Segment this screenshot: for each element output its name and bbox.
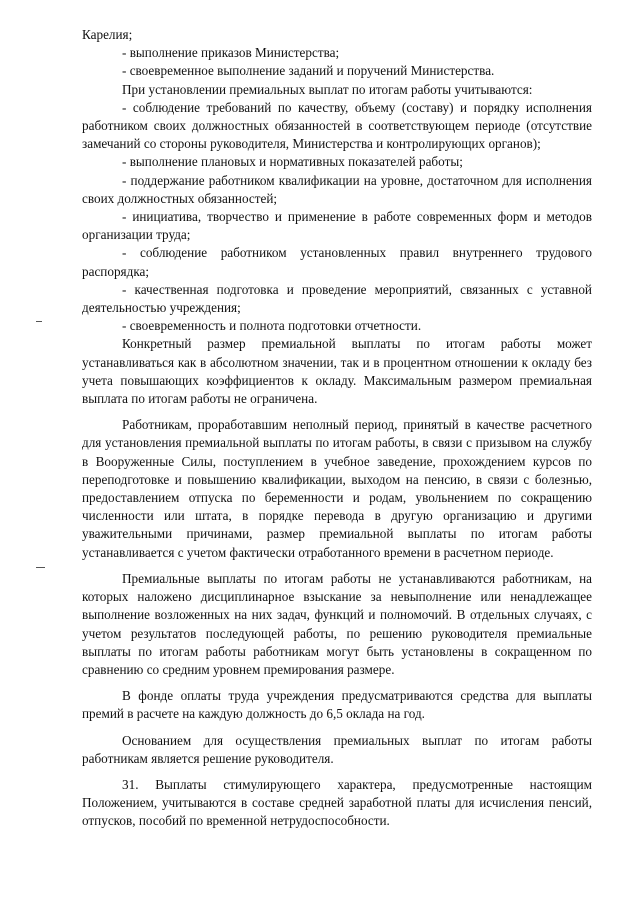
margin-scan-mark-upper — [36, 321, 42, 322]
list-item: - инициатива, творчество и применение в работе современных форм и методов организации труда; — [82, 209, 592, 243]
paragraph-intro: При установлении премиальных выплат по итогам работы учитываются: — [122, 81, 533, 97]
paragraph-continuation: Карелия; — [82, 27, 133, 42]
list-item: - соблюдение требований по качеству, объему (составу) и порядку исполнения работником своих должностных обязанностей в соответствующем периоде (отсутствие замечаний со стороны руководителя, Министерства и контролирующих органов); — [82, 99, 592, 152]
list-item: - своевременность и полнота подготовки отчетности. — [122, 318, 422, 334]
margin-scan-mark-lower — [36, 567, 45, 568]
paragraph: Основанием для осуществления премиальных выплат по итогам работы работникам является решение руководителя. — [82, 732, 592, 766]
paragraph: Работникам, проработавшим неполный период, принятый в качестве расчетного для установления премиальной выплаты по итогам работы, в связи с призывом на службу в Вооруженные Силы, поступлением в учебное заведение, прохождением курсов по переподготовке и повышению квалификации, выходом на пенсию, в связи с болезнью, предоставлением отпуска по беременности и родам, увольнением по сокращению численности или штата, в порядке перевода в другую организацию и другими уважительными причинами, размер премиальной выплаты по итогам работы устанавливается с учетом фактически отработанного времени в расчетном периоде. — [82, 417, 592, 560]
list-item: - качественная подготовка и проведение мероприятий, связанных с уставной деятельностью учреждения; — [82, 281, 592, 316]
list-item: - своевременное выполнение заданий и поручений Министерства. — [122, 63, 495, 79]
list-item: - выполнение приказов Министерства; — [122, 45, 340, 61]
list-item: - соблюдение работником установленных правил внутреннего трудового распорядка; — [82, 245, 592, 279]
paragraph-numbered: 31. Выплаты стимулирующего характера, предусмотренные настоящим Положением, учитываются в составе средней заработной платы для исчисления пенсий, отпусков, пособий по временной нетрудоспособности. — [82, 776, 592, 829]
paragraph: Конкретный размер премиальной выплаты по итогам работы может устанавливаться как в абсолютном значении, так и в процентном отношении к окладу без учета повышающих коэффициентов к окладу. Максимальным размером премиальная выплата по итогам работы не ограничена. — [82, 336, 592, 407]
list-item: - поддержание работником квалификации на уровне, достаточном для исполнения своих должностных обязанностей; — [82, 172, 592, 206]
paragraph: В фонде оплаты труда учреждения предусматриваются средства для выплаты премий в расчете на каждую должность до 6,5 оклада на год. — [82, 688, 592, 722]
document-page — [82, 26, 592, 831]
paragraph: Премиальные выплаты по итогам работы не устанавливаются работникам, на которых наложено дисциплинарное взыскание за невыполнение или ненадлежащее выполнение возложенных на них задач, функций и полномочий. В отдельных случаях, с учетом результатов последующей работы, по решению руководителя премиальные выплаты по итогам работы работникам могут быть установлены в сокращенном по сравнению со средним уровнем премирования размере. — [82, 570, 592, 677]
list-item: - выполнение плановых и нормативных показателей работы; — [122, 154, 463, 170]
